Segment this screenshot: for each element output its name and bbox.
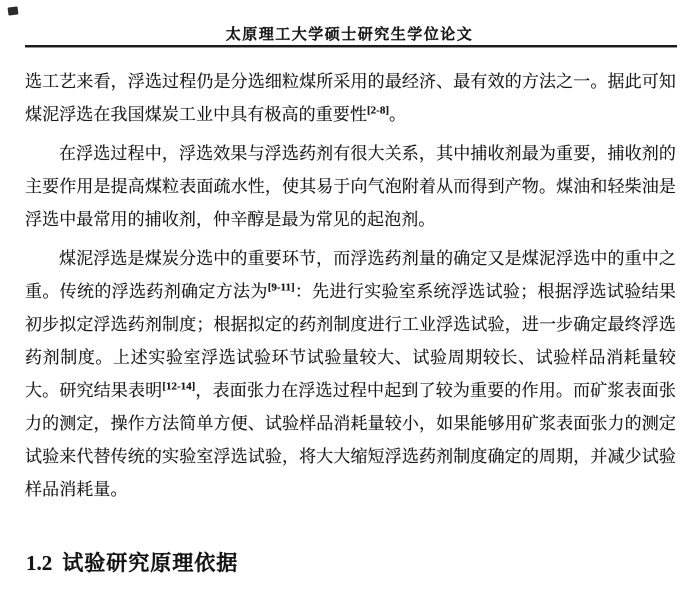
- section-heading-title: 试验研究原理依据: [62, 551, 239, 575]
- paragraph-text: ：先进行实验室系统浮选试验；根据浮选试验结果初步拟定浮选药剂制度；根据拟定的药剂制度进行工业浮选试验，进一步确定最终浮选药剂制度。上述实验室浮选试验环节试验量较大、试验周期较长、试验样品消耗量较大。研究结果表明: [25, 282, 677, 400]
- page-header-title: 太原理工大学硕士研究生学位论文: [225, 27, 474, 43]
- paragraph: [25, 242, 676, 506]
- paragraphs: [25, 65, 676, 506]
- paragraph-text: 在浮选过程中，浮选效果与浮选药剂有很大关系，其中捕收剂最为重要，捕收剂的主要作用是提高煤粒表面疏水性，使其易于向气泡附着从而得到产物。煤油和轻柴油是浮选中最常用的捕收剂，仲辛醇是最为常见的起泡剂。: [25, 144, 676, 229]
- paragraph-text: 。: [389, 105, 407, 124]
- paragraph: [25, 137, 676, 236]
- section-heading: [26, 551, 238, 575]
- citation-reference: [9-11]: [267, 281, 295, 294]
- citation-reference: [12-14]: [162, 380, 196, 393]
- paragraph-text: ，表面张力在浮选过程中起到了较为重要的作用。而矿浆表面张力的测定，操作方法简单方便、试验样品消耗量较小，如果能够用矿浆表面张力的测定试验来代替传统的实验室浮选试验，将大大缩短浮选药剂制度确定的周期，并减少试验样品消耗量。: [25, 381, 676, 499]
- citation-reference: [2-8]: [367, 104, 389, 117]
- section-heading-number: 1.2: [26, 551, 53, 575]
- document-body: [25, 65, 676, 512]
- header-rule: [25, 45, 677, 47]
- paragraph: [25, 65, 676, 131]
- paragraph-text: 煤泥浮选是煤炭分选中的重要环节，而浮选药剂量的确定又是煤泥浮选中的重中之重。传统的浮选药剂确定方法为: [25, 249, 676, 301]
- paragraph-text: 选工艺来看，浮选过程仍是分选细粒煤所采用的最经济、最有效的方法之一。据此可知煤泥浮选在我国煤炭工业中具有极高的重要性: [25, 72, 676, 124]
- scan-artifact: [8, 6, 19, 15]
